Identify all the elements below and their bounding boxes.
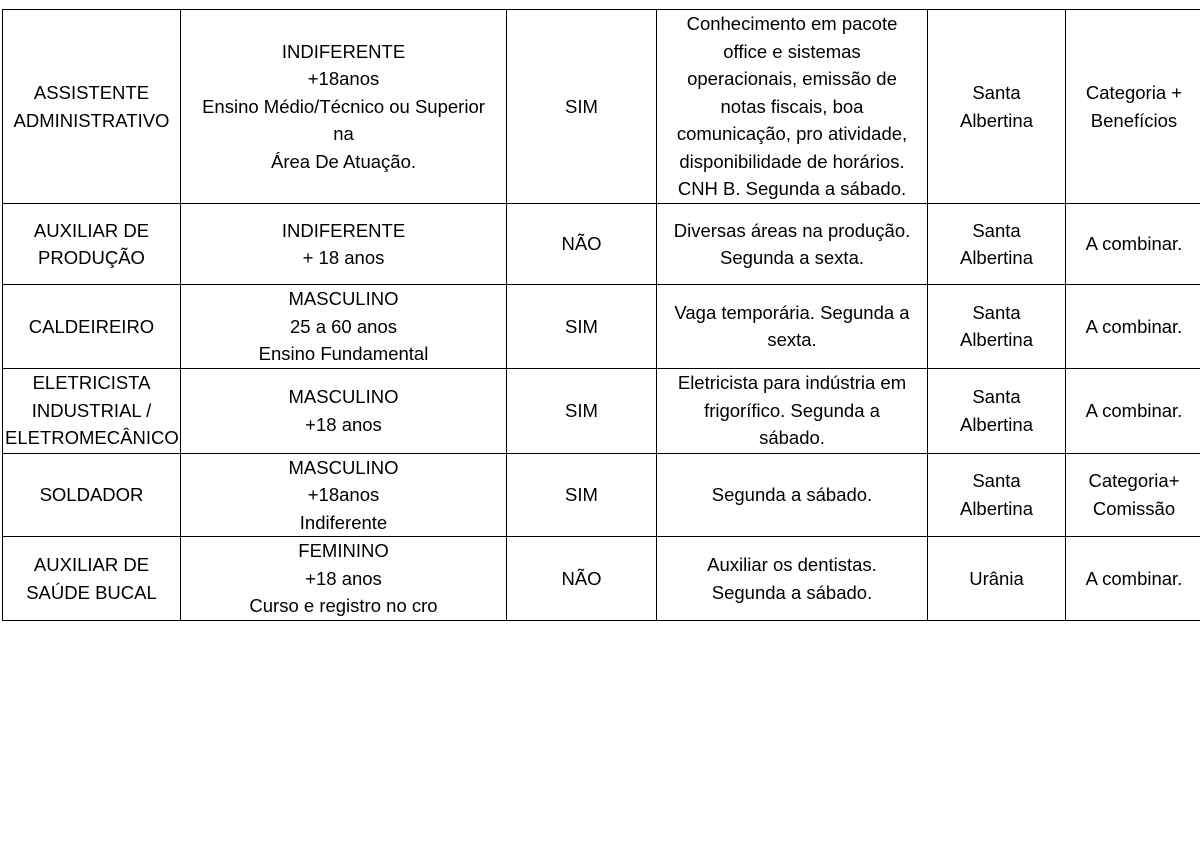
cell-requirements-line: INDIFERENTE (281, 40, 406, 62)
cell-city-line: Santa (972, 219, 1021, 241)
cell-city (928, 537, 1066, 621)
cell-city (928, 204, 1066, 285)
cell-experience-value: SIM (565, 399, 598, 421)
cell-description-line: sábado. (759, 427, 825, 449)
cell-description-line: Conhecimento em pacote (686, 13, 898, 35)
cell-description-line: frigorífico. Segunda a (704, 399, 880, 421)
table-row (3, 285, 1200, 369)
cell-job-title-line: ELETROMECÂNICO (5, 427, 179, 449)
cell-city-line: Santa (972, 301, 1021, 323)
cell-requirements-line: MASCULINO (288, 386, 399, 407)
cell-job-title-line: PRODUÇÃO (38, 247, 145, 268)
cell-salary (1066, 453, 1200, 537)
cell-salary (1066, 285, 1200, 369)
cell-requirements (181, 285, 507, 369)
cell-description (657, 368, 928, 453)
cell-experience (507, 204, 657, 285)
cell-requirements (181, 453, 507, 537)
cell-requirements (181, 368, 507, 453)
cell-salary-line: Categoria + (1085, 82, 1183, 103)
cell-salary-line: Benefícios (1090, 109, 1178, 131)
cell-job-title-line: INDUSTRIAL / (31, 399, 152, 421)
cell-salary-line: Categoria+ (1088, 470, 1180, 492)
cell-requirements-line: +18anos (307, 68, 380, 90)
cell-description-line: Vaga temporária. Segunda a (674, 301, 910, 323)
cell-city-line: Santa (972, 386, 1021, 407)
cell-requirements (181, 204, 507, 285)
cell-description (657, 537, 928, 621)
cell-job-title-line: AUXILIAR DE (33, 554, 150, 575)
job-listings-table (2, 9, 1200, 621)
cell-city-line: Santa (972, 470, 1021, 492)
cell-job-title-line: AUXILIAR DE (33, 219, 150, 241)
cell-experience (507, 285, 657, 369)
cell-job-title-line: SAÚDE BUCAL (26, 581, 157, 603)
cell-requirements-line: 25 a 60 anos (290, 315, 397, 337)
table-row (3, 453, 1200, 537)
cell-salary (1066, 204, 1200, 285)
cell-experience-value: SIM (565, 484, 598, 505)
cell-experience (507, 453, 657, 537)
cell-city-line: Albertina (959, 109, 1033, 131)
cell-requirements-line: na (333, 123, 354, 145)
cell-requirements-line: Área De Atuação. (270, 150, 416, 172)
cell-requirements-line: Indiferente (299, 511, 388, 533)
cell-requirements-line: +18anos (307, 484, 380, 505)
cell-salary-line: A combinar. (1085, 315, 1183, 337)
cell-city-line: Albertina (959, 497, 1033, 519)
cell-salary-line: A combinar. (1085, 399, 1183, 421)
cell-city (928, 453, 1066, 537)
table-row (3, 368, 1200, 453)
cell-description (657, 204, 928, 285)
cell-requirements (181, 537, 507, 621)
cell-experience (507, 537, 657, 621)
cell-city-line: Santa (972, 82, 1021, 103)
cell-salary-line: Comissão (1092, 497, 1176, 519)
job-listings-sheet (2, 9, 1200, 621)
cell-city-line: Albertina (959, 413, 1033, 435)
cell-job-title-line: SOLDADOR (39, 484, 144, 505)
cell-job-title (3, 10, 181, 204)
cell-description-line: Segunda a sexta. (720, 247, 864, 268)
cell-description-line: office e sistemas (723, 40, 861, 62)
cell-description-line: notas fiscais, boa (720, 95, 864, 117)
cell-city (928, 285, 1066, 369)
cell-experience-value: NÃO (561, 233, 602, 255)
cell-description (657, 10, 928, 204)
cell-job-title (3, 537, 181, 621)
cell-city (928, 10, 1066, 204)
cell-salary-line: A combinar. (1085, 567, 1183, 589)
cell-job-title (3, 453, 181, 537)
cell-description-line: Eletricista para indústria em (677, 372, 907, 394)
cell-description-line: Diversas áreas na produção. (673, 219, 911, 241)
table-row (3, 204, 1200, 285)
cell-job-title (3, 204, 181, 285)
cell-experience (507, 10, 657, 204)
cell-job-title-line: ASSISTENTE (33, 82, 150, 103)
cell-city-line: Albertina (959, 247, 1033, 268)
cell-requirements-line: +18 anos (305, 413, 382, 435)
cell-description-line: comunicação, pro atividade, (676, 123, 908, 145)
cell-job-title (3, 285, 181, 369)
cell-description-line: CNH B. Segunda a sábado. (677, 178, 907, 200)
cell-description-line: operacionais, emissão de (687, 68, 897, 90)
cell-description-line: Segunda a sábado. (711, 484, 873, 505)
cell-experience-value: SIM (565, 95, 598, 117)
cell-requirements-line: MASCULINO (288, 456, 399, 478)
cell-requirements-line: +18 anos (305, 567, 382, 589)
cell-requirements-line: + 18 anos (302, 247, 385, 268)
cell-requirements (181, 10, 507, 204)
cell-salary (1066, 368, 1200, 453)
cell-experience (507, 368, 657, 453)
cell-description (657, 453, 928, 537)
cell-description-line: Auxiliar os dentistas. (707, 554, 877, 575)
cell-description-line: disponibilidade de horários. (679, 150, 905, 172)
cell-requirements-line: Curso e registro no cro (249, 595, 438, 617)
cell-salary (1066, 10, 1200, 204)
cell-job-title-line: ADMINISTRATIVO (13, 109, 170, 131)
cell-requirements-line: Ensino Médio/Técnico ou Superior (202, 95, 485, 117)
table-row (3, 537, 1200, 621)
cell-salary (1066, 537, 1200, 621)
cell-requirements-line: FEMININO (298, 540, 389, 562)
cell-description-line: Segunda a sábado. (711, 581, 873, 603)
cell-job-title-line: ELETRICISTA (32, 372, 151, 394)
cell-requirements-line: Ensino Fundamental (258, 343, 429, 364)
cell-requirements-line: MASCULINO (288, 288, 399, 309)
cell-salary-line: A combinar. (1085, 233, 1183, 255)
cell-city-line: Albertina (959, 329, 1033, 351)
cell-description-line: sexta. (767, 329, 817, 351)
cell-experience-value: NÃO (561, 567, 602, 589)
cell-job-title-line: CALDEIREIRO (28, 315, 155, 337)
cell-experience-value: SIM (565, 315, 598, 337)
job-rows (3, 10, 1200, 621)
cell-city (928, 368, 1066, 453)
cell-job-title (3, 368, 181, 453)
table-row (3, 10, 1200, 204)
cell-requirements-line: INDIFERENTE (281, 219, 406, 241)
cell-city-line: Urânia (969, 567, 1024, 589)
cell-description (657, 285, 928, 369)
